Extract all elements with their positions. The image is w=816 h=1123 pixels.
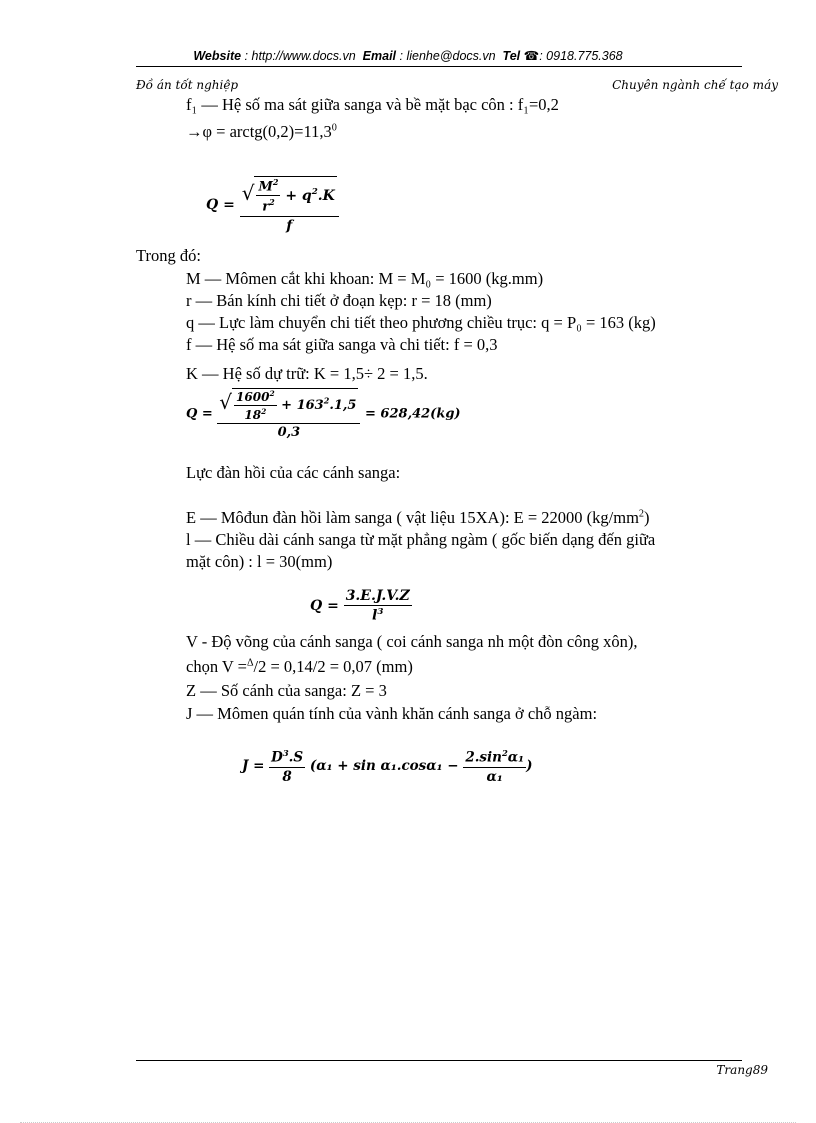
page-number: Trang89 <box>716 1063 768 1077</box>
v-line-1: V - Độ võng của cánh sanga ( coi cánh sanga nh một đòn công xôn), <box>186 632 638 651</box>
v-text-b: /2 = 0,14/2 = 0,07 (mm) <box>253 657 413 676</box>
r-line: r — Bán kính chi tiết ở đoạn kẹp: r = 18 (mm) <box>186 291 492 310</box>
formula-q-numeric: Q = √ $\frac{1600^2}{18^2}$ + $163^2.1,5$ 0,3 = 628,42(kg) <box>186 389 461 440</box>
f2-result: = 628,42(kg) <box>365 406 461 422</box>
f1-q-exp: 2 <box>311 187 318 198</box>
f1-line: f₁ — Hệ số ma sát giữa sanga và bề mặt bạc côn : f₁=0,2 <box>186 95 559 114</box>
formula-j <box>242 748 532 785</box>
f3-num: 3.E.J.V.Z <box>345 588 410 604</box>
f4-d2: α₁ <box>486 768 503 785</box>
website-label: Website <box>193 49 242 63</box>
running-title-right: Chuyên ngành chế tạo máy <box>612 78 778 92</box>
q-line: q — Lực làm chuyển chi tiết theo phương chiều trục: q = P₀ = 163 (kg) <box>186 313 656 332</box>
e-sup: 2 <box>638 508 645 520</box>
f2-lhs: Q = <box>186 406 213 422</box>
f1-m: M <box>258 179 273 195</box>
e-text: E — Môđun đàn hồi làm sanga ( vật liệu 15XA): E = 22000 (kg/mm <box>186 508 639 527</box>
f4-n2: 2.sin <box>465 749 502 766</box>
f4-mid: (α₁ + sin α₁.cosα₁ − <box>309 757 459 774</box>
f4-num-exp: 3 <box>282 748 289 758</box>
f3-den: l <box>372 607 378 624</box>
delta-symbol: Δ <box>246 657 254 669</box>
f1-lhs: Q = <box>206 196 235 213</box>
degree: 0 <box>331 122 337 134</box>
email-value: : lienhe@docs.vn <box>399 49 496 63</box>
f1-plus: + q <box>285 187 312 204</box>
f1-k: .K <box>317 187 335 204</box>
header-contact <box>0 48 816 63</box>
f2-n1: 1600 <box>236 390 270 404</box>
f1-r: r <box>262 199 270 215</box>
f1-den: f <box>286 217 293 234</box>
f-line: f — Hệ số ma sát giữa sanga và chi tiết: f = 0,3 <box>186 335 498 354</box>
j-line: J — Mômen quán tính của vành khăn cánh sanga ở chỗ ngàm: <box>186 704 598 723</box>
e-line <box>186 508 650 528</box>
f2-den: 0,3 <box>277 425 301 440</box>
f4-n2-exp: 2 <box>501 748 508 758</box>
k-line: K — Hệ số dự trữ: K = 1,5÷ 2 = 1,5. <box>186 364 428 383</box>
f1-r-exp: 2 <box>269 197 275 208</box>
f1-m-exp: 2 <box>272 177 279 187</box>
trong-do: Trong đó: <box>136 246 201 265</box>
v-text-a: chọn V = <box>186 657 247 676</box>
l-line-2: mặt côn) : l = 30(mm) <box>186 552 333 571</box>
e-end: ) <box>644 508 650 527</box>
formula-q-elastic <box>310 588 412 624</box>
website-value: : http://www.docs.vn <box>244 49 356 63</box>
running-title-left: Đồ án tốt nghiệp <box>136 78 239 92</box>
tel-value: : 0918.775.368 <box>539 49 623 63</box>
phone-icon: ☎ <box>523 49 540 63</box>
f2-n1-exp: 2 <box>269 389 275 398</box>
v-line-2 <box>186 657 413 677</box>
l-line-1: l — Chiều dài cánh sanga từ mặt phẳng ngàm ( gốc biến dạng đến giữa <box>186 530 656 549</box>
f4-num: D <box>271 749 283 766</box>
f4-n2-tail: α₁ <box>507 749 525 766</box>
f2-tail: .1,5 <box>329 398 357 413</box>
f4-close: ) <box>526 757 533 774</box>
phi-line <box>186 122 337 142</box>
header-rule <box>136 66 742 67</box>
f2-d1-exp: 2 <box>261 407 267 416</box>
z-line: Z — Số cánh của sanga: Z = 3 <box>186 681 387 700</box>
arrow-icon: → <box>186 122 203 141</box>
f3-den-exp: 3 <box>377 607 384 617</box>
f2-d1: 18 <box>244 408 262 422</box>
email-label: Email <box>362 49 397 63</box>
formula-q-general: Q = √ $\frac{M^2}{r^2}$ + $q^2.K$ f <box>206 176 339 234</box>
tel-label: Tel <box>502 49 521 63</box>
f2-p-exp: 2 <box>323 395 330 406</box>
luc-line: Lực đàn hồi của các cánh sanga: <box>186 463 401 482</box>
f2-plus: + 163 <box>281 398 324 413</box>
f4-lhs: J = <box>242 757 265 774</box>
f4-den: 8 <box>282 768 292 785</box>
m-line: M — Mômen cắt khi khoan: M = M₀ = 1600 (kg.mm) <box>186 269 544 288</box>
f4-num-tail: .S <box>288 749 304 766</box>
f3-lhs: Q = <box>310 597 339 614</box>
footer-rule <box>136 1060 742 1061</box>
phi-text: φ = arctg(0,2)=11,3 <box>202 122 332 141</box>
